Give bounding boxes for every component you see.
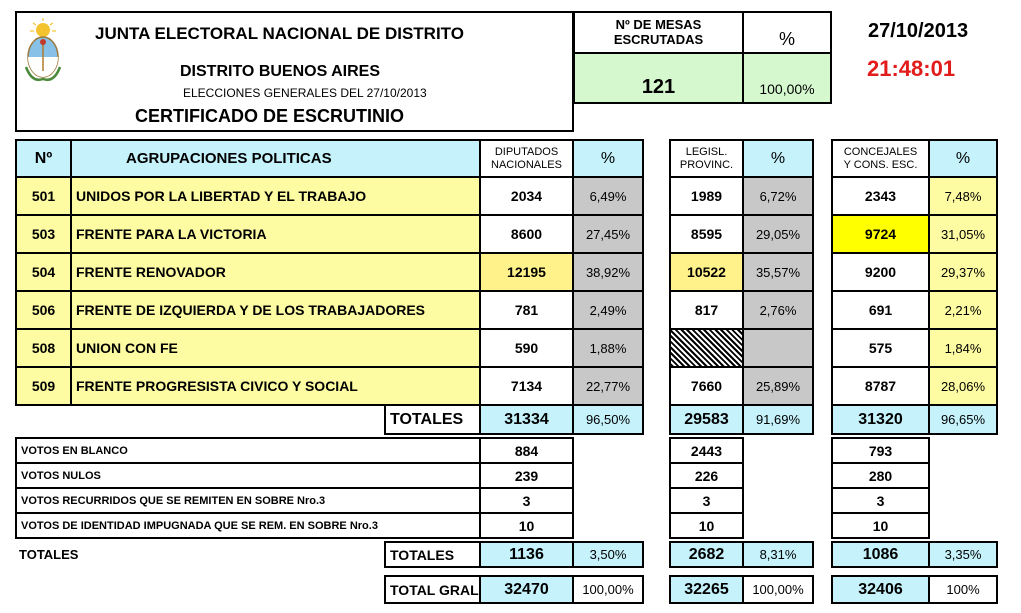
col-legisladores-header: LEGISL. PROVINC.: [669, 139, 744, 178]
certificate-title: CERTIFICADO DE ESCRUTINIO: [135, 106, 405, 126]
other-votes-label: VOTOS NULOS: [15, 462, 481, 489]
row-num: 504: [15, 252, 72, 292]
row-diputados: 2034: [479, 176, 574, 216]
row-party-name: UNION CON FE: [70, 328, 481, 368]
row-legisladores-pct: 29,05%: [742, 214, 814, 254]
row-legisladores-pct: 35,57%: [742, 252, 814, 292]
total-gral-diputados-pct: 100,00%: [572, 575, 644, 604]
total-gral-concejales: 32406: [831, 575, 930, 604]
mesas-value: 121: [573, 52, 744, 104]
col-legisladores-pct-header: %: [742, 139, 814, 178]
other-totales-legisladores-pct: 8,31%: [742, 541, 814, 568]
other-totales-concejales-pct: 3,35%: [928, 541, 998, 568]
row-legisladores-pct: 2,76%: [742, 290, 814, 330]
election-name: ELECCIONES GENERALES DEL 27/10/2013: [183, 86, 427, 100]
report-date: 27/10/2013: [868, 20, 969, 42]
other-votes-legisladores: 226: [669, 462, 744, 489]
row-party-name: FRENTE PROGRESISTA CIVICO Y SOCIAL: [70, 366, 481, 406]
other-votes-label: VOTOS DE IDENTIDAD IMPUGNADA QUE SE REM. EN SOBRE Nro.3: [15, 512, 481, 539]
row-num: 503: [15, 214, 72, 254]
row-legisladores-pct: [742, 328, 814, 368]
other-votes-concejales: 10: [831, 512, 930, 539]
row-legisladores: 7660: [669, 366, 744, 406]
mesas-label: Nº DE MESAS ESCRUTADAS: [573, 11, 744, 54]
row-concejales-pct: 7,48%: [928, 176, 998, 216]
total-gral-concejales-pct: 100%: [928, 575, 998, 604]
row-num: 501: [15, 176, 72, 216]
other-totales-label: TOTALES: [384, 541, 481, 568]
other-totales-left-label: TOTALES: [19, 547, 79, 562]
other-votes-diputados: 884: [479, 437, 574, 464]
other-totales-concejales: 1086: [831, 541, 930, 568]
row-legisladores: 817: [669, 290, 744, 330]
total-gral-legisladores-pct: 100,00%: [742, 575, 814, 604]
other-votes-legisladores: 10: [669, 512, 744, 539]
other-votes-diputados: 239: [479, 462, 574, 489]
coat-of-arms-icon: [22, 17, 64, 85]
other-votes-label: VOTOS RECURRIDOS QUE SE REMITEN EN SOBRE Nro.3: [15, 487, 481, 514]
row-legisladores: 10522: [669, 252, 744, 292]
other-votes-legisladores: 3: [669, 487, 744, 514]
row-concejales: 691: [831, 290, 930, 330]
other-votes-diputados: 3: [479, 487, 574, 514]
total-gral-diputados: 32470: [479, 575, 574, 604]
row-concejales: 8787: [831, 366, 930, 406]
other-totales-legisladores: 2682: [669, 541, 744, 568]
row-legisladores: [669, 328, 744, 368]
row-num: 506: [15, 290, 72, 330]
header-title: JUNTA ELECTORAL NACIONAL DE DISTRITO: [95, 24, 464, 43]
row-concejales: 9724: [831, 214, 930, 254]
other-totales-diputados-pct: 3,50%: [572, 541, 644, 568]
row-diputados: 8600: [479, 214, 574, 254]
row-diputados: 590: [479, 328, 574, 368]
row-party-name: FRENTE PARA LA VICTORIA: [70, 214, 481, 254]
other-votes-concejales: 3: [831, 487, 930, 514]
totales-diputados-pct: 96,50%: [572, 404, 644, 435]
totales-legisladores: 29583: [669, 404, 744, 435]
totales-legisladores-pct: 91,69%: [742, 404, 814, 435]
col-diputados-pct-header: %: [572, 139, 644, 178]
row-diputados-pct: 22,77%: [572, 366, 644, 406]
other-votes-concejales: 793: [831, 437, 930, 464]
row-concejales: 2343: [831, 176, 930, 216]
totales-diputados: 31334: [479, 404, 574, 435]
row-diputados-pct: 6,49%: [572, 176, 644, 216]
row-legisladores: 1989: [669, 176, 744, 216]
other-votes-diputados: 10: [479, 512, 574, 539]
row-party-name: FRENTE RENOVADOR: [70, 252, 481, 292]
mesas-pct-value: 100,00%: [742, 52, 832, 104]
row-diputados: 781: [479, 290, 574, 330]
row-party-name: UNIDOS POR LA LIBERTAD Y EL TRABAJO: [70, 176, 481, 216]
col-diputados-header: DIPUTADOS NACIONALES: [479, 139, 574, 178]
row-concejales-pct: 31,05%: [928, 214, 998, 254]
total-gral-legisladores: 32265: [669, 575, 744, 604]
row-concejales-pct: 28,06%: [928, 366, 998, 406]
row-diputados-pct: 2,49%: [572, 290, 644, 330]
row-num: 509: [15, 366, 72, 406]
row-legisladores: 8595: [669, 214, 744, 254]
col-concejales-header: CONCEJALES Y CONS. ESC.: [831, 139, 930, 178]
row-concejales: 9200: [831, 252, 930, 292]
totales-label: TOTALES: [384, 404, 481, 435]
row-concejales: 575: [831, 328, 930, 368]
row-num: 508: [15, 328, 72, 368]
other-votes-concejales: 280: [831, 462, 930, 489]
total-gral-label: TOTAL GRAL: [384, 575, 481, 604]
row-concejales-pct: 2,21%: [928, 290, 998, 330]
report-time: 21:48:01: [867, 56, 956, 81]
row-party-name: FRENTE DE IZQUIERDA Y DE LOS TRABAJADORES: [70, 290, 481, 330]
row-diputados: 12195: [479, 252, 574, 292]
row-concejales-pct: 29,37%: [928, 252, 998, 292]
other-votes-legisladores: 2443: [669, 437, 744, 464]
row-legisladores-pct: 6,72%: [742, 176, 814, 216]
other-totales-diputados: 1136: [479, 541, 574, 568]
mesas-pct-label: %: [742, 11, 832, 54]
row-diputados-pct: 27,45%: [572, 214, 644, 254]
other-votes-label: VOTOS EN BLANCO: [15, 437, 481, 464]
row-diputados: 7134: [479, 366, 574, 406]
col-parties-header: AGRUPACIONES POLITICAS: [70, 139, 481, 178]
row-concejales-pct: 1,84%: [928, 328, 998, 368]
totales-concejales-pct: 96,65%: [928, 404, 998, 435]
totales-concejales: 31320: [831, 404, 930, 435]
district-name: DISTRITO BUENOS AIRES: [180, 63, 381, 80]
col-concejales-pct-header: %: [928, 139, 998, 178]
row-legisladores-pct: 25,89%: [742, 366, 814, 406]
row-diputados-pct: 38,92%: [572, 252, 644, 292]
row-diputados-pct: 1,88%: [572, 328, 644, 368]
col-num-header: Nº: [15, 139, 72, 178]
